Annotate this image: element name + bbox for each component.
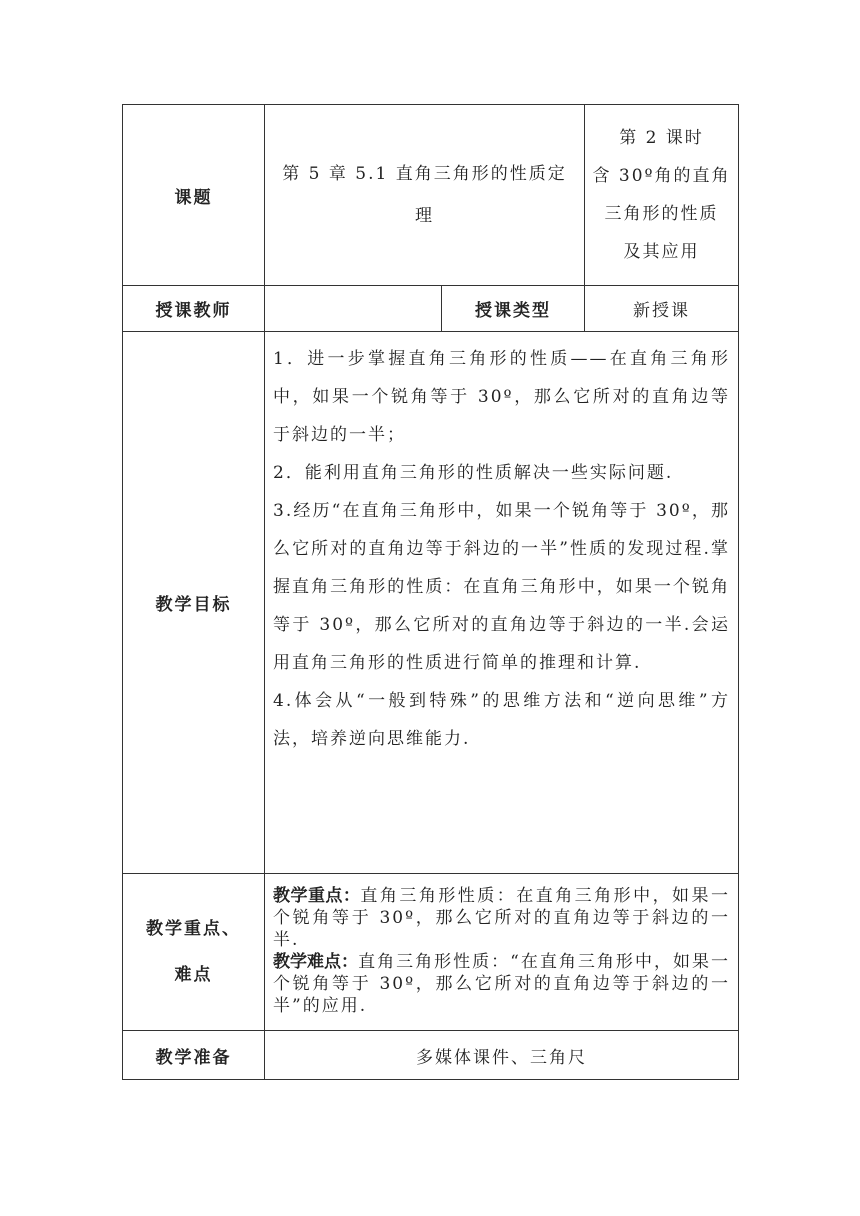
objective-item: 3.经历“在直角三角形中，如果一个锐角等于 30º，那么它所对的直角边等于斜边的一半”性质的发现过程.掌握直角三角形的性质：在直角三角形中，如果一个锐角等于 30º，那么它所对的直角边等于斜边的一半.会运用直角三角形的性质进行简单的推理和计算. — [273, 501, 730, 673]
objectives-content — [265, 332, 739, 874]
difficulty-text: 直角三角形性质：“在直角三角形中，如果一个锐角等于 30º，那么它所对的直角边等于斜边的一半”的应用. — [273, 952, 730, 1016]
lesson-line: 第 2 课时 — [619, 128, 704, 148]
focus-text: 直角三角形性质：在直角三角形中，如果一个锐角等于 30º，那么它所对的直角边等于斜边的一半. — [273, 886, 731, 950]
objective-item: 2．能利用直角三角形的性质解决一些实际问题. — [273, 463, 674, 483]
lesson-line: 及其应用 — [623, 242, 700, 262]
title-label: 课题 — [123, 105, 265, 286]
focus-label: 教学重点： — [273, 886, 361, 906]
lesson-type-label: 授课类型 — [442, 286, 585, 332]
objectives-row — [123, 332, 739, 874]
focus-paragraph — [273, 885, 730, 951]
teacher-label: 授课教师 — [123, 286, 265, 332]
objective-item: 4.体会从“一般到特殊”的思维方法和“逆向思维”方法，培养逆向思维能力. — [273, 691, 730, 749]
keypoints-label-text: 教学重点、难点 — [146, 919, 241, 985]
difficulty-paragraph — [273, 951, 730, 1017]
title-value: 第 5 章 5.1 直角三角形的性质定理 — [265, 105, 585, 286]
keypoints-content — [265, 874, 739, 1031]
teacher-value — [265, 286, 442, 332]
lesson-plan-table — [122, 104, 739, 1080]
title-row — [123, 105, 739, 286]
lesson-info — [585, 105, 739, 286]
difficulty-label: 教学难点： — [273, 952, 359, 972]
lesson-type-value: 新授课 — [585, 286, 739, 332]
objectives-label: 教学目标 — [123, 332, 265, 874]
preparation-value: 多媒体课件、三角尺 — [265, 1031, 739, 1080]
lesson-line: 三角形的性质 — [604, 204, 719, 224]
lesson-line: 含 30º角的直角 — [592, 166, 731, 186]
teacher-row — [123, 286, 739, 332]
keypoints-row — [123, 874, 739, 1031]
objective-item: 1．进一步掌握直角三角形的性质——在直角三角形中，如果一个锐角等于 30º，那么它所对的直角边等于斜边的一半； — [273, 349, 730, 445]
preparation-label: 教学准备 — [123, 1031, 265, 1080]
preparation-row — [123, 1031, 739, 1080]
keypoints-label — [123, 874, 265, 1031]
